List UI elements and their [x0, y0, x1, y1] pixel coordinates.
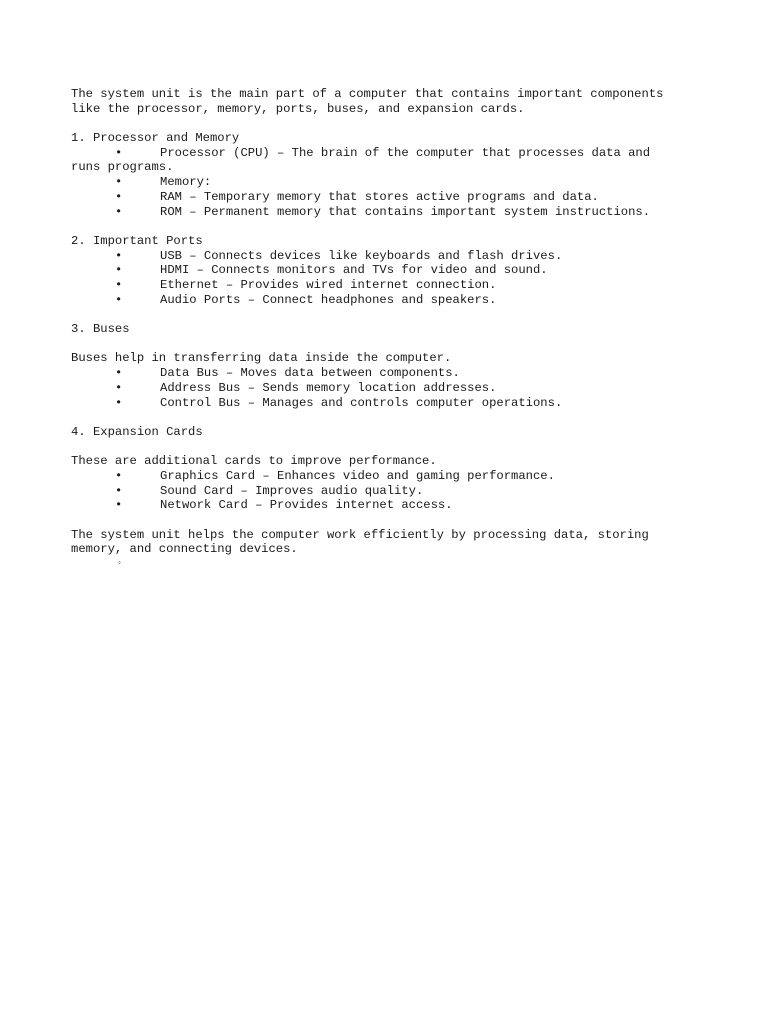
document-body — [71, 87, 711, 572]
conclusion-line-2: memory, and connecting devices. — [71, 542, 298, 557]
list-item-text: Control Bus – Manages and controls computer operations. — [160, 395, 563, 410]
bullet-icon: • — [115, 366, 123, 381]
bullet-icon: • — [115, 204, 123, 219]
list-item — [71, 249, 711, 264]
bullet-icon: • — [115, 175, 123, 190]
list-item-text: Ethernet – Provides wired internet connection. — [160, 278, 497, 293]
hollow-bullet-icon: ◦ — [117, 559, 122, 569]
bullet-icon: • — [115, 278, 123, 293]
empty-list-item — [71, 557, 711, 572]
spacer — [71, 219, 711, 234]
spacer — [71, 440, 711, 455]
list-item-continuation: runs programs. — [71, 160, 174, 175]
bullet-icon: • — [115, 395, 123, 410]
section-heading-buses: 3. Buses — [71, 322, 130, 337]
section-intro-buses: Buses help in transferring data inside the computer. — [71, 351, 452, 366]
list-item-text: Memory: — [160, 175, 212, 190]
list-item-text: Graphics Card – Enhances video and gaming performance. — [160, 469, 555, 484]
section-intro-cards: These are additional cards to improve performance. — [71, 454, 437, 469]
spacer — [71, 337, 711, 352]
spacer — [71, 116, 711, 131]
list-item-text: USB – Connects devices like keyboards and flash drives. — [160, 248, 563, 263]
bullet-icon: • — [115, 292, 123, 307]
section-heading-ports: 2. Important Ports — [71, 233, 203, 248]
list-item — [71, 396, 711, 411]
bullet-icon: • — [115, 483, 123, 498]
spacer — [71, 307, 711, 322]
list-item — [71, 498, 711, 513]
list-item-text: Processor (CPU) – The brain of the computer that processes data and — [160, 145, 651, 160]
list-item — [71, 469, 711, 484]
intro-line-2: like the processor, memory, ports, buses, and expansion cards. — [71, 101, 525, 116]
list-item-text: Audio Ports – Connect headphones and speakers. — [160, 292, 497, 307]
bullet-icon: • — [115, 263, 123, 278]
list-item-text: ROM – Permanent memory that contains important system instructions. — [160, 204, 651, 219]
bullet-icon: • — [115, 248, 123, 263]
list-item-text: Data Bus – Moves data between components. — [160, 366, 460, 381]
list-item — [71, 293, 711, 308]
list-item-text: Network Card – Provides internet access. — [160, 498, 453, 513]
list-item — [71, 263, 711, 278]
list-item — [71, 146, 711, 161]
list-item-text: HDMI – Connects monitors and TVs for video and sound. — [160, 263, 548, 278]
section-heading-cards: 4. Expansion Cards — [71, 424, 203, 439]
list-item-text: Address Bus – Sends memory location addresses. — [160, 380, 497, 395]
section-heading-processor: 1. Processor and Memory — [71, 131, 240, 146]
list-item — [71, 381, 711, 396]
spacer — [71, 513, 711, 528]
bullet-icon: • — [115, 469, 123, 484]
list-item — [71, 175, 711, 190]
conclusion-line-1: The system unit helps the computer work efficiently by processing data, storing — [71, 527, 649, 542]
bullet-icon: • — [115, 498, 123, 513]
bullet-icon: • — [115, 189, 123, 204]
spacer — [71, 410, 711, 425]
list-item — [71, 205, 711, 220]
bullet-icon: • — [115, 145, 123, 160]
list-item — [71, 366, 711, 381]
list-item-text: RAM – Temporary memory that stores active programs and data. — [160, 189, 599, 204]
intro-line-1: The system unit is the main part of a computer that contains important components — [71, 87, 664, 101]
list-item — [71, 484, 711, 499]
list-item — [71, 190, 711, 205]
list-item — [71, 278, 711, 293]
list-item-text: Sound Card – Improves audio quality. — [160, 483, 424, 498]
bullet-icon: • — [115, 380, 123, 395]
